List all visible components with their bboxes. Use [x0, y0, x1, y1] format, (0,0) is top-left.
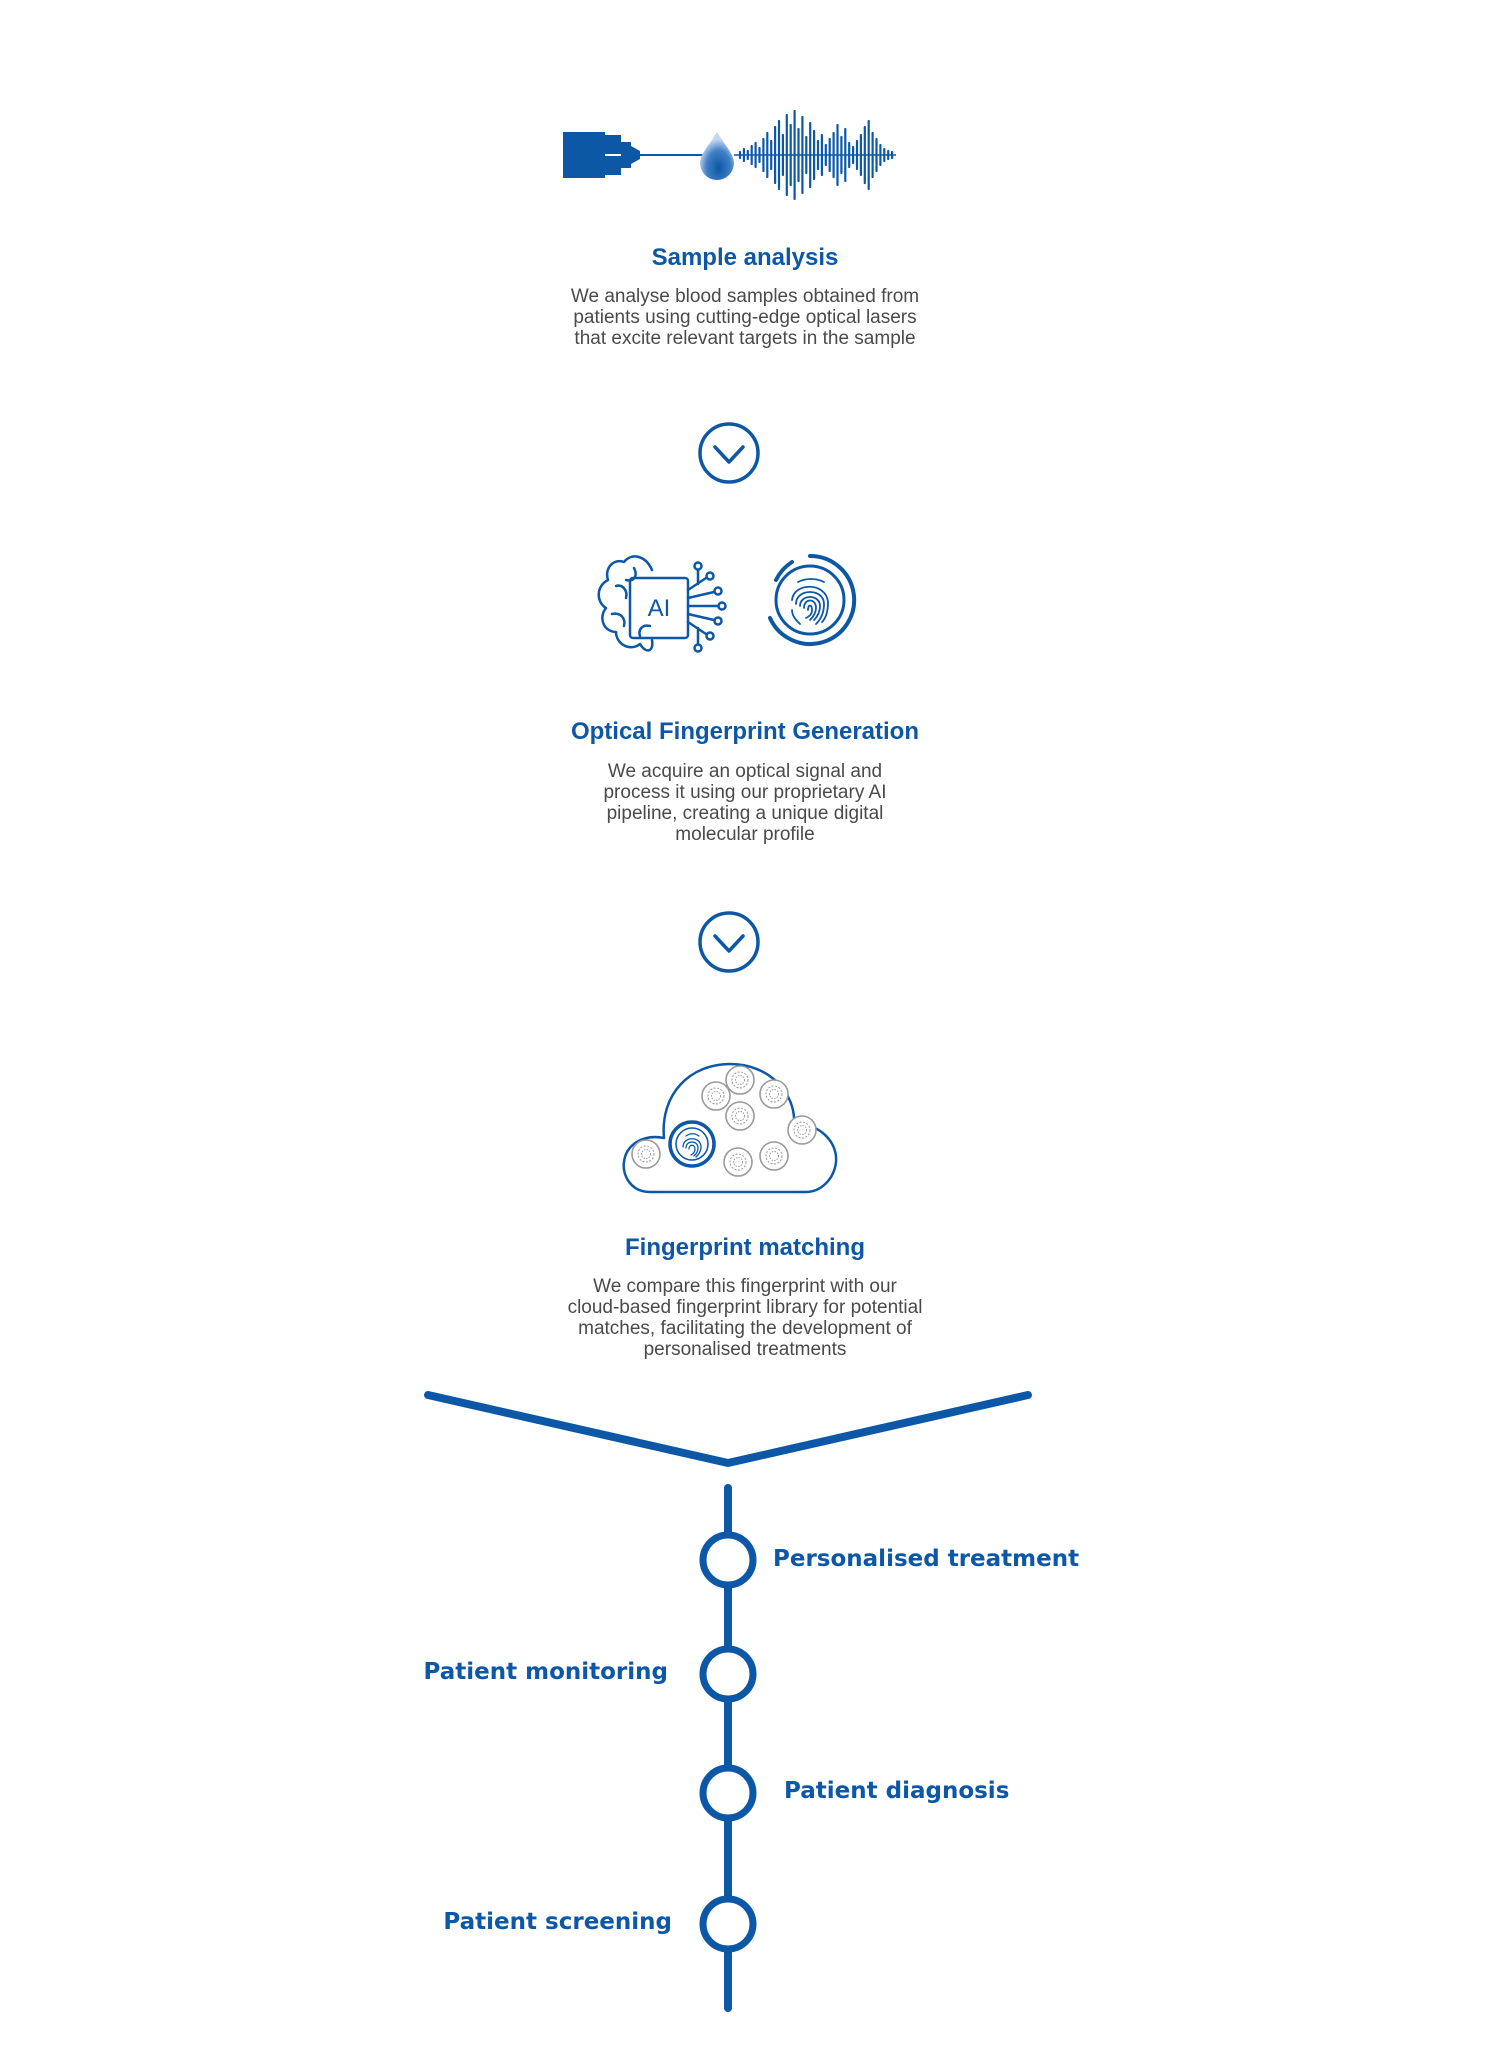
step-description: We compare this fingerprint with our cloud-based fingerprint library for potential matches, facilitating the development of personalised treatments	[567, 1276, 923, 1360]
timeline-node-personalised-treatment	[703, 1535, 753, 1585]
timeline-node-patient-diagnosis	[703, 1768, 753, 1818]
timeline-label-patient-screening: Patient screening	[443, 1909, 672, 1935]
timeline-label-patient-diagnosis: Patient diagnosis	[784, 1778, 1010, 1804]
step-description: We acquire an optical signal and process it using our proprietary AI pipeline, creating a unique digital molecular profile	[603, 761, 887, 845]
step-title: Optical Fingerprint Generation	[570, 718, 920, 745]
timeline-node-patient-screening	[703, 1899, 753, 1949]
timeline-label-patient-monitoring: Patient monitoring	[423, 1659, 668, 1685]
step-title: Fingerprint matching	[625, 1234, 865, 1261]
step-title: Sample analysis	[651, 244, 839, 271]
branch-connector	[428, 1395, 1028, 1463]
timeline-node-patient-monitoring	[703, 1649, 753, 1699]
step-description: We analyse blood samples obtained from patients using cutting-edge optical lasers that excite relevant targets in the sample	[570, 286, 920, 349]
timeline-label-personalised-treatment: Personalised treatment	[773, 1546, 1080, 1572]
ai-chip-label: AI	[647, 595, 671, 622]
